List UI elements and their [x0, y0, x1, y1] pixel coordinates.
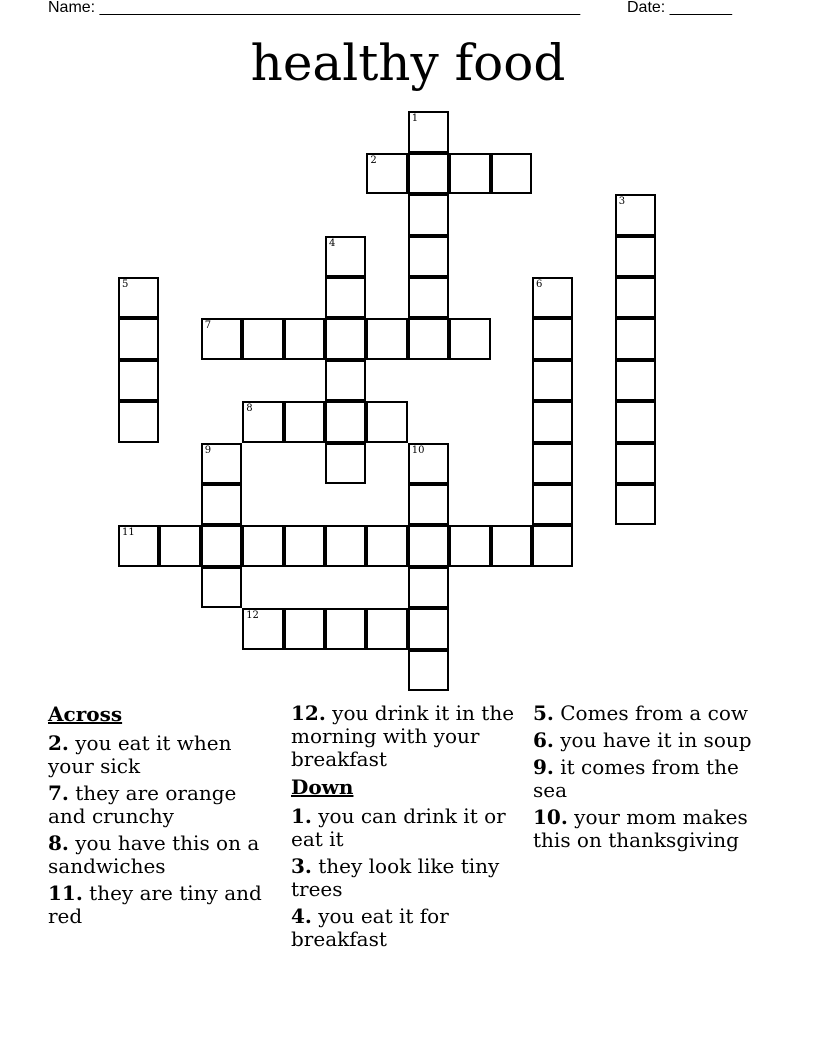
clue-text: you eat it for breakfast — [291, 904, 449, 951]
grid-cell[interactable] — [325, 236, 366, 277]
puzzle-title: healthy food — [250, 34, 566, 92]
clue-text: it comes from the sea — [533, 755, 739, 802]
across-heading: Across — [48, 702, 123, 726]
grid-cell[interactable] — [532, 484, 573, 525]
grid-cell[interactable] — [408, 153, 449, 194]
grid-cell[interactable] — [284, 401, 325, 442]
grid-cell[interactable] — [201, 567, 242, 608]
cell-number: 4 — [329, 237, 336, 249]
clue-text: they look like tiny trees — [291, 854, 500, 901]
clue-number: 1. — [291, 804, 312, 828]
grid-cell[interactable] — [408, 484, 449, 525]
clue-number: 3. — [291, 854, 312, 878]
clue-number: 7. — [48, 781, 69, 805]
grid-cell[interactable] — [159, 525, 200, 566]
grid-cell[interactable] — [408, 608, 449, 649]
grid-cell[interactable] — [491, 153, 532, 194]
across-clue — [48, 832, 273, 878]
grid-cell[interactable] — [532, 277, 573, 318]
clue-column-3 — [533, 702, 758, 856]
cell-number: 5 — [122, 279, 129, 290]
grid-cell[interactable] — [449, 318, 490, 359]
clue-number: 6. — [533, 728, 554, 752]
clue-text: you have this on a sandwiches — [48, 831, 260, 878]
clue-number: 2. — [48, 731, 69, 755]
grid-cell[interactable] — [615, 484, 656, 525]
grid-cell[interactable] — [325, 525, 366, 566]
grid-cell[interactable] — [325, 401, 366, 442]
grid-cell[interactable] — [201, 484, 242, 525]
name-field[interactable]: Name: ______________________________________________________ — [48, 0, 581, 16]
clue-text: you have it in soup — [560, 728, 752, 752]
grid-cell[interactable] — [366, 525, 407, 566]
across-clue — [291, 702, 516, 771]
grid-cell[interactable] — [449, 525, 490, 566]
down-clue — [291, 805, 516, 851]
grid-cell[interactable] — [366, 318, 407, 359]
down-clue — [533, 729, 758, 752]
grid-cell[interactable] — [532, 360, 573, 401]
grid-cell[interactable] — [408, 525, 449, 566]
clue-number: 12. — [291, 701, 326, 725]
grid-cell[interactable] — [408, 277, 449, 318]
grid-cell[interactable] — [532, 401, 573, 442]
clue-text: Comes from a cow — [560, 701, 748, 725]
grid-cell[interactable] — [325, 360, 366, 401]
grid-cell[interactable] — [615, 194, 656, 235]
cell-number: 12 — [246, 610, 259, 622]
cell-number: 11 — [122, 527, 135, 539]
cell-number: 7 — [204, 320, 212, 332]
grid-cell[interactable] — [615, 443, 656, 484]
grid-cell[interactable] — [408, 443, 449, 484]
grid-cell[interactable] — [118, 401, 159, 442]
down-clue — [533, 756, 758, 802]
grid-cell[interactable] — [408, 567, 449, 608]
down-clue — [291, 905, 516, 951]
grid-cell[interactable] — [242, 525, 283, 566]
grid-cell[interactable] — [408, 111, 449, 152]
cell-number: 3 — [618, 196, 626, 208]
grid-cell[interactable] — [615, 318, 656, 359]
grid-cell[interactable] — [284, 525, 325, 566]
grid-cell[interactable] — [325, 318, 366, 359]
date-field[interactable]: Date: _______ — [627, 0, 732, 16]
grid-cell[interactable] — [201, 525, 242, 566]
cell-number: 9 — [204, 444, 212, 456]
cell-number: 10 — [411, 444, 425, 456]
cell-number: 2 — [370, 154, 377, 166]
grid-cell[interactable] — [284, 608, 325, 649]
cell-number: 6 — [536, 279, 543, 290]
clue-column-1 — [48, 702, 273, 932]
grid-cell[interactable] — [532, 525, 573, 566]
across-clue — [48, 882, 273, 928]
clue-number: 5. — [533, 701, 554, 725]
clue-text: they are tiny and red — [48, 881, 262, 928]
grid-cell[interactable] — [118, 318, 159, 359]
grid-cell[interactable] — [366, 608, 407, 649]
down-clue — [291, 855, 516, 901]
down-clue — [533, 702, 758, 725]
clue-text: you eat it when your sick — [48, 731, 232, 778]
grid-cell[interactable] — [242, 318, 283, 359]
grid-cell[interactable] — [242, 401, 283, 442]
grid-cell[interactable] — [532, 318, 573, 359]
clue-number: 8. — [48, 831, 69, 855]
cell-number: 8 — [246, 403, 253, 415]
clue-text: you drink it in the morning with your breakfast — [291, 701, 515, 771]
grid-cell[interactable] — [201, 318, 242, 359]
grid-cell[interactable] — [325, 277, 366, 318]
grid-cell[interactable] — [366, 401, 407, 442]
clue-number: 4. — [291, 904, 312, 928]
grid-cell[interactable] — [615, 236, 656, 277]
grid-cell[interactable] — [284, 318, 325, 359]
grid-cell[interactable] — [325, 608, 366, 649]
clue-text: your mom makes this on thanksgiving — [533, 805, 748, 852]
grid-cell[interactable] — [118, 525, 159, 566]
grid-cell[interactable] — [449, 153, 490, 194]
clue-text: you can drink it or eat it — [291, 804, 506, 851]
cell-number: 1 — [411, 113, 419, 125]
clue-number: 9. — [533, 755, 554, 779]
clue-text: they are orange and crunchy — [48, 781, 237, 828]
grid-cell[interactable] — [118, 360, 159, 401]
grid-cell[interactable] — [491, 525, 532, 566]
across-clue — [48, 782, 273, 828]
clue-number: 11. — [48, 881, 83, 905]
grid-cell[interactable] — [242, 608, 283, 649]
grid-cell[interactable] — [408, 650, 449, 691]
grid-cell[interactable] — [532, 443, 573, 484]
across-clue — [48, 732, 273, 778]
grid-cell[interactable] — [408, 236, 449, 277]
grid-cell[interactable] — [408, 318, 449, 359]
down-heading: Down — [291, 775, 354, 799]
grid-cell[interactable] — [615, 401, 656, 442]
clue-number: 10. — [533, 805, 568, 829]
grid-cell[interactable] — [366, 153, 407, 194]
grid-cell[interactable] — [118, 277, 159, 318]
down-clue — [533, 806, 758, 852]
grid-cell[interactable] — [408, 194, 449, 235]
grid-cell[interactable] — [325, 443, 366, 484]
clue-column-2 — [291, 702, 516, 955]
clue-list — [48, 702, 768, 1002]
grid-cell[interactable] — [615, 360, 656, 401]
grid-cell[interactable] — [615, 277, 656, 318]
grid-cell[interactable] — [201, 443, 242, 484]
